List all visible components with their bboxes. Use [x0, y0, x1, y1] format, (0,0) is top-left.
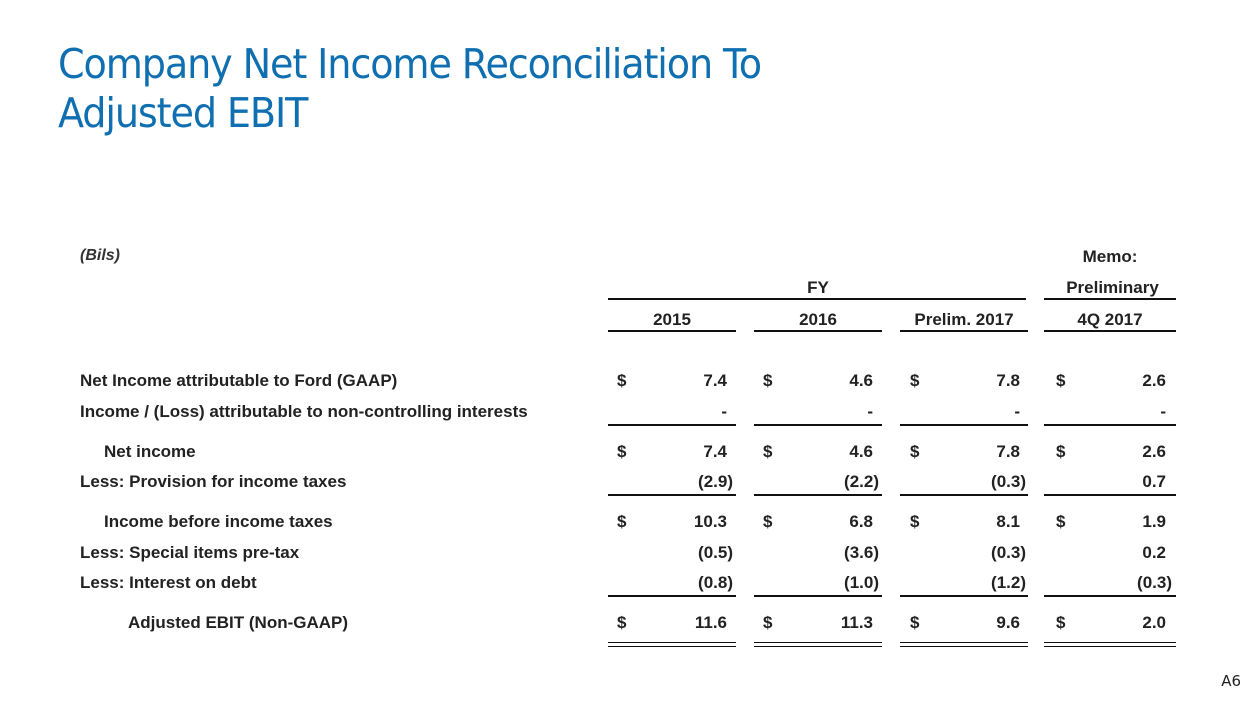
- subtotal-rule: [900, 595, 1028, 597]
- fy-header: FY: [807, 278, 829, 297]
- col-header-prelim-2017: Prelim. 2017: [914, 310, 1014, 329]
- subtotal-rule: [900, 494, 1028, 496]
- value-4q-2017: 1.9: [1142, 512, 1166, 531]
- currency-symbol: $: [910, 613, 920, 632]
- total-double-underline: [1044, 642, 1176, 647]
- value-prelim-2017: (1.2): [991, 573, 1026, 592]
- currency-symbol: $: [1056, 371, 1066, 390]
- currency-symbol: $: [910, 371, 920, 390]
- value-prelim-2017: 9.6: [996, 613, 1020, 632]
- currency-symbol: $: [1056, 613, 1066, 632]
- row-label: Less: Provision for income taxes: [80, 472, 347, 491]
- value-2015: 7.4: [703, 371, 727, 390]
- value-4q-2017: 2.6: [1142, 371, 1166, 390]
- page-title-line-2: Adjusted EBIT: [58, 89, 308, 137]
- value-2016: (3.6): [844, 543, 879, 562]
- col-underline-2016: [754, 330, 882, 332]
- memo-underline: [1044, 298, 1176, 300]
- subtotal-rule: [1044, 494, 1176, 496]
- value-2016: 6.8: [849, 512, 873, 531]
- row-label: Less: Special items pre-tax: [80, 543, 300, 562]
- subtotal-rule: [754, 424, 882, 426]
- total-double-underline: [608, 642, 736, 647]
- value-2016: 4.6: [849, 371, 873, 390]
- value-2015: 7.4: [703, 442, 727, 461]
- preliminary-header: Preliminary: [1066, 278, 1159, 297]
- value-prelim-2017: 7.8: [996, 442, 1020, 461]
- total-double-underline: [900, 642, 1028, 647]
- value-prelim-2017: 8.1: [996, 512, 1020, 531]
- value-2016: -: [867, 402, 873, 421]
- col-underline-2015: [608, 330, 736, 332]
- subtotal-rule: [1044, 595, 1176, 597]
- value-4q-2017: (0.3): [1137, 573, 1172, 592]
- total-double-underline: [754, 642, 882, 647]
- value-2015: 10.3: [693, 512, 727, 531]
- subtotal-rule: [1044, 424, 1176, 426]
- value-4q-2017: 2.6: [1142, 442, 1166, 461]
- value-prelim-2017: (0.3): [991, 472, 1026, 491]
- subtotal-rule: [900, 424, 1028, 426]
- memo-header: Memo:: [1082, 247, 1138, 266]
- currency-symbol: $: [617, 371, 627, 390]
- value-2016: (1.0): [844, 573, 879, 592]
- row-label: Income before income taxes: [104, 512, 333, 531]
- value-prelim-2017: -: [1014, 402, 1020, 421]
- value-2015: (0.5): [698, 543, 733, 562]
- row-label: Net income: [104, 442, 196, 461]
- value-2016: 4.6: [849, 442, 873, 461]
- currency-symbol: $: [1056, 512, 1066, 531]
- value-prelim-2017: 7.8: [996, 371, 1020, 390]
- page-title: [58, 40, 761, 138]
- row-label: Net Income attributable to Ford (GAAP): [80, 371, 398, 390]
- value-2016: 11.3: [840, 613, 873, 632]
- value-2015: -: [721, 402, 727, 421]
- units-label: (Bils): [80, 247, 120, 264]
- value-4q-2017: -: [1160, 402, 1166, 421]
- subtotal-rule: [608, 424, 736, 426]
- value-2015: (2.9): [698, 472, 733, 491]
- subtotal-rule: [754, 595, 882, 597]
- fy-underline: [608, 298, 1026, 300]
- subtotal-rule: [754, 494, 882, 496]
- value-2015: (0.8): [698, 573, 733, 592]
- currency-symbol: $: [910, 512, 920, 531]
- value-4q-2017: 0.2: [1142, 543, 1166, 562]
- subtotal-rule: [608, 595, 736, 597]
- currency-symbol: $: [763, 371, 773, 390]
- value-2015: 11.6: [694, 613, 727, 632]
- currency-symbol: $: [1056, 442, 1066, 461]
- currency-symbol: $: [763, 512, 773, 531]
- row-label: Adjusted EBIT (Non-GAAP): [128, 613, 349, 632]
- col-underline-prelim-2017: [900, 330, 1028, 332]
- row-label: Income / (Loss) attributable to non-controlling interests: [80, 402, 528, 421]
- currency-symbol: $: [617, 613, 627, 632]
- value-2016: (2.2): [844, 472, 879, 491]
- value-4q-2017: 2.0: [1142, 613, 1166, 632]
- value-prelim-2017: (0.3): [991, 543, 1026, 562]
- currency-symbol: $: [763, 613, 773, 632]
- col-header-4q-2017: 4Q 2017: [1077, 310, 1143, 329]
- col-header-2015: 2015: [653, 310, 691, 329]
- currency-symbol: $: [617, 442, 627, 461]
- page-number: A6: [1221, 672, 1241, 690]
- value-4q-2017: 0.7: [1142, 472, 1166, 491]
- page-title-line-1: Company Net Income Reconciliation To: [58, 40, 761, 88]
- row-label: Less: Interest on debt: [80, 573, 257, 592]
- currency-symbol: $: [617, 512, 627, 531]
- col-header-2016: 2016: [799, 310, 837, 329]
- subtotal-rule: [608, 494, 736, 496]
- currency-symbol: $: [763, 442, 773, 461]
- currency-symbol: $: [910, 442, 920, 461]
- col-underline-4q-2017: [1044, 330, 1176, 332]
